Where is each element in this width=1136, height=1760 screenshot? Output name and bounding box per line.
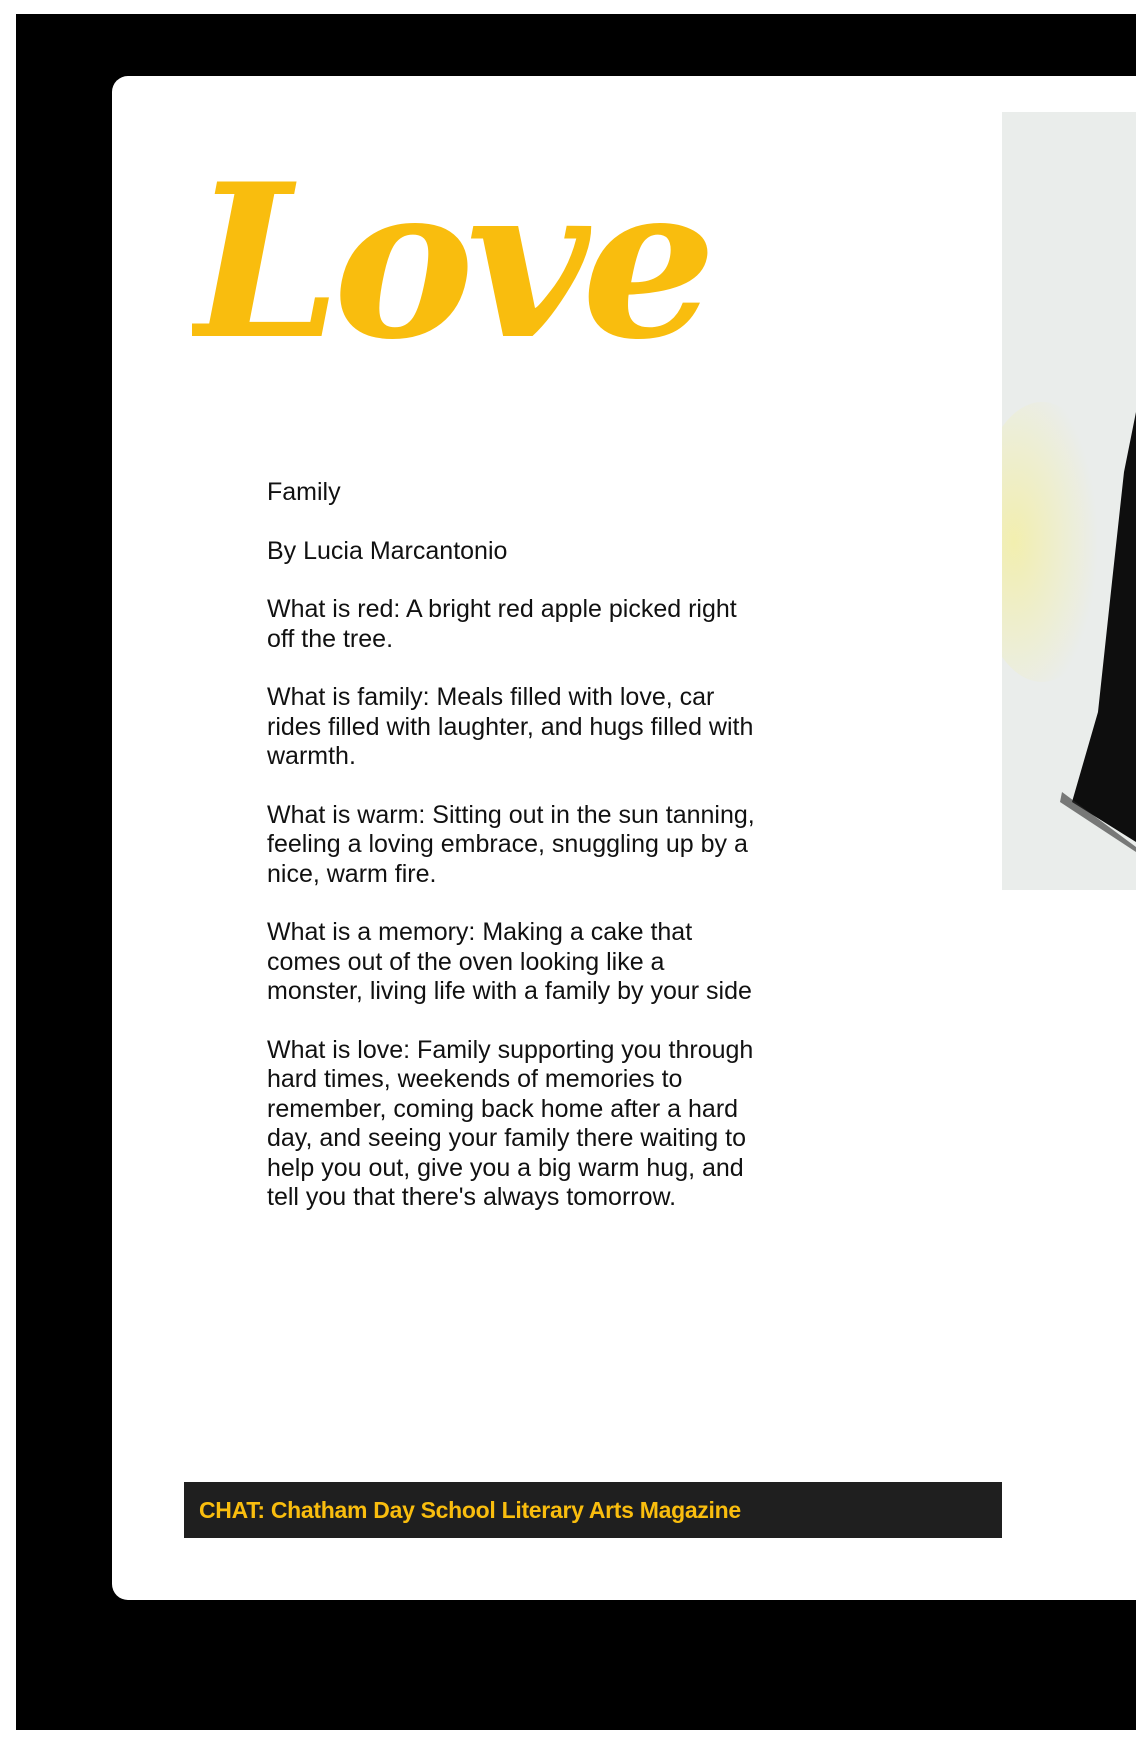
poem-stanza: What is family: Meals filled with love, car rides filled with laughter, and hugs filled with warmth.: [267, 683, 754, 770]
poem-heading: Family: [267, 478, 341, 506]
footer-bar: [184, 1482, 1002, 1538]
artwork-photo: [1002, 112, 1136, 890]
poem-stanza: What is warm: Sitting out in the sun tanning, feeling a loving embrace, snuggling up by a nice, warm fire.: [267, 800, 755, 888]
footer-magazine-title: CHAT: Chatham Day School Literary Arts Magazine: [199, 1496, 741, 1523]
poem-stanza: What is love: Family supporting you through hard times, weekends of memories to remember, coming back home after a hard day, and seeing your family there waiting to help you out, give you a big warm hug, and tell you that there's always tomorrow.: [267, 1035, 754, 1211]
title-script-graphic: [192, 112, 752, 432]
poem-stanza: What is a memory: Making a cake that comes out of the oven looking like a monster, living life with a family by your side: [267, 918, 752, 1005]
page-title: [192, 112, 752, 432]
poem: [267, 478, 767, 1242]
poem-byline: By Lucia Marcantonio: [267, 536, 508, 565]
title-text: Love: [192, 137, 709, 386]
magazine-page: [112, 76, 1136, 1600]
poem-stanza: What is red: A bright red apple picked right off the tree.: [267, 595, 737, 653]
artwork-image: [1002, 112, 1136, 890]
